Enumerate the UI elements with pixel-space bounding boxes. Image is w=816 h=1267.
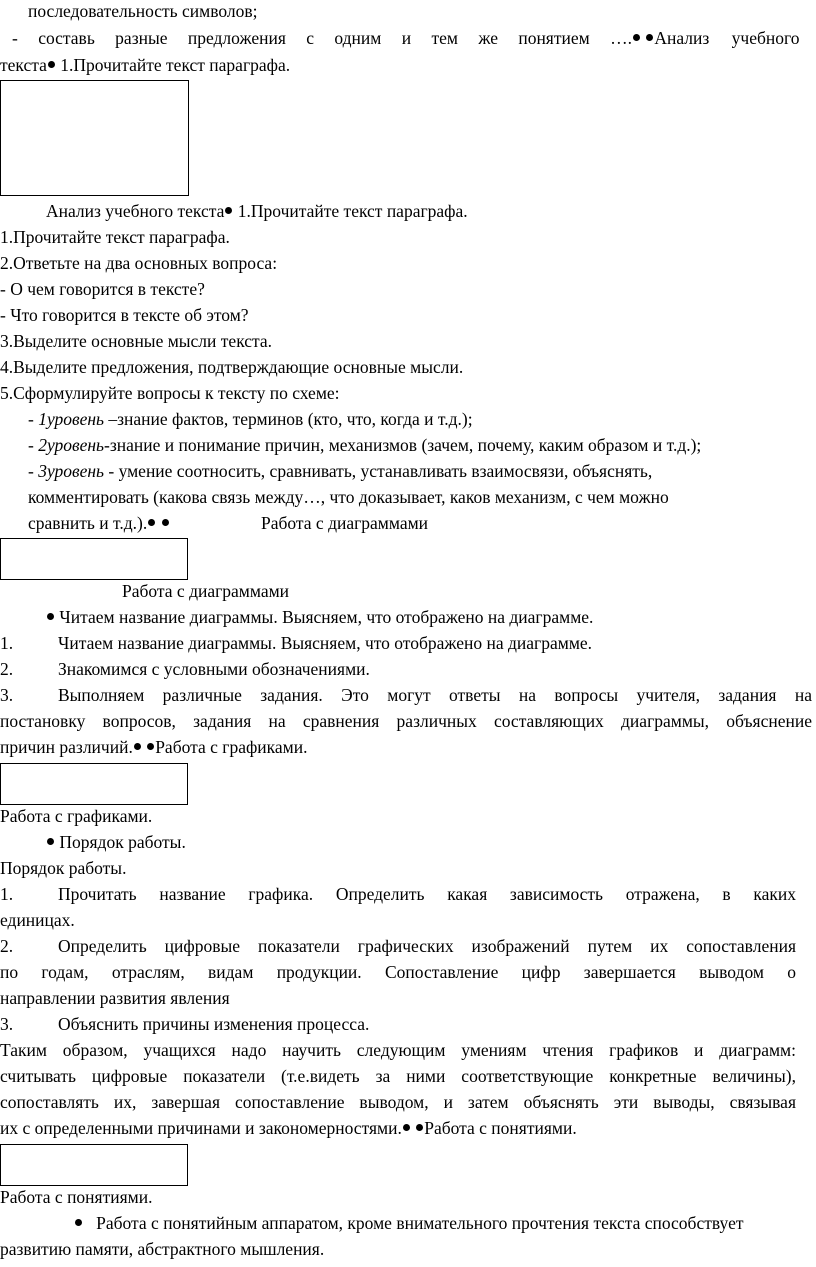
text-span: Работа с понятийным аппаратом, кроме внимательного прочтения текста способствует	[96, 1213, 744, 1233]
text-span: -	[28, 409, 39, 429]
text-line: сопоставлять их, завершая сопоставление выводом, и затем объяснять эти выводы, связывая	[0, 1092, 796, 1112]
list-number: 2.	[0, 936, 14, 956]
text-line	[0, 54, 290, 76]
text-span: Выполняем различные задания. Это могут ответы на вопросы учителя, задания на	[58, 685, 812, 705]
image-placeholder-box	[0, 763, 188, 805]
text-span: - составь разные предложения с одним и тем же понятием ….	[12, 28, 632, 48]
text-line	[74, 1212, 812, 1234]
text-span: Анализ учебного текста	[46, 201, 225, 221]
text-span: Читаем название диаграммы. Выясняем, что отображено на диаграмме.	[59, 607, 594, 627]
text-span: Порядок работы.	[59, 832, 186, 852]
text-line: 4.Выделите предложения, подтверждающие основные мысли.	[0, 357, 464, 377]
numbered-line	[0, 935, 796, 957]
text-line: 2.Ответьте на два основных вопроса:	[0, 253, 278, 273]
text-line: Таким образом, учащихся надо научить следующим умениям чтения графиков и диаграмм:	[0, 1040, 796, 1060]
text-span: текста	[0, 55, 47, 75]
numbered-line	[0, 658, 370, 680]
numbered-line	[0, 1013, 370, 1035]
text-line: - Что говорится в тексте об этом?	[0, 305, 249, 325]
bullet-dot-icon	[75, 1219, 82, 1226]
text-line: 3.Выделите основные мысли текста.	[0, 331, 273, 351]
bullet-dot-icon	[162, 519, 169, 526]
bullet-dot-icon	[633, 34, 640, 41]
text-line: считывать цифровые показатели (т.е.видеть за ними соответствующие конкретные величины),	[0, 1066, 796, 1086]
list-number: 3.	[0, 1014, 14, 1034]
numbered-line	[0, 684, 812, 706]
text-line: 5.Сформулируйте вопросы к тексту по схеме:	[0, 383, 340, 403]
text-line: постановку вопросов, задания на сравнения различных составляющих диаграммы, объяснение	[0, 711, 812, 731]
text-line: Работа с понятиями.	[0, 1187, 153, 1207]
level-label: 1уровень	[38, 409, 104, 429]
image-placeholder-box	[0, 1144, 188, 1186]
text-line: по годам, отраслям, видам продукции. Сопоставление цифр завершается выводом о	[0, 962, 796, 982]
text-span: 1.Прочитайте текст параграфа.	[55, 55, 291, 75]
text-line: направлении развития явления	[0, 988, 230, 1008]
bullet-dot-icon	[225, 207, 232, 214]
text-span: сравнить и т.д.).	[28, 513, 148, 533]
text-line: Порядок работы.	[0, 858, 127, 878]
bullet-dot-icon	[47, 838, 54, 845]
text-line	[28, 512, 170, 534]
list-number: 3.	[0, 685, 14, 705]
list-number: 1.	[0, 884, 14, 904]
text-span: Прочитать название графика. Определить какая зависимость отражена, в каких	[58, 884, 796, 904]
level-label: 3уровень	[38, 461, 104, 481]
list-number: 1.	[0, 633, 14, 653]
text-line: развитию памяти, абстрактного мышления.	[0, 1239, 325, 1259]
text-line	[12, 27, 812, 49]
text-span: Работа с понятиями.	[424, 1118, 577, 1138]
text-span: Анализ учебного	[654, 28, 800, 48]
text-line	[28, 460, 652, 482]
text-line	[28, 408, 473, 430]
image-placeholder-box	[0, 538, 188, 580]
text-line	[46, 606, 593, 628]
text-line: последовательность символов;	[28, 1, 258, 21]
text-line: комментировать (какова связь между…, что доказывает, каков механизм, с чем можно	[28, 487, 669, 507]
text-line: Работа с диаграммами	[122, 581, 290, 601]
image-placeholder-box	[0, 80, 189, 196]
text-line	[0, 736, 308, 758]
bullet-dot-icon	[403, 1124, 410, 1131]
level-label: 2уровень	[38, 435, 104, 455]
numbered-line	[0, 883, 796, 905]
bullet-dot-icon	[47, 613, 54, 620]
text-line: - О чем говорится в тексте?	[0, 279, 205, 299]
text-span: Объяснить причины изменения процесса.	[58, 1014, 370, 1034]
text-span: - умение соотносить, сравнивать, устанавливать взаимосвязи, объяснять,	[104, 461, 653, 481]
text-line	[46, 200, 468, 222]
list-number: 2.	[0, 659, 14, 679]
text-span: их с определенными причинами и закономерностями.	[0, 1118, 402, 1138]
bullet-dot-icon	[147, 743, 154, 750]
text-span: Знакомимся с условными обозначениями.	[58, 659, 370, 679]
text-line	[28, 434, 701, 456]
text-span: Работа с графиками.	[155, 737, 308, 757]
bullet-dot-icon	[416, 1124, 423, 1131]
text-line: 1.Прочитайте текст параграфа.	[0, 227, 230, 247]
text-span: Читаем название диаграммы. Выясняем, что отображено на диаграмме.	[58, 633, 593, 653]
bullet-dot-icon	[646, 34, 653, 41]
text-span: Определить цифровые показатели графических изображений путем их сопоставления	[58, 936, 796, 956]
text-span: 1.Прочитайте текст параграфа.	[233, 201, 468, 221]
text-line: Работа с графиками.	[0, 806, 153, 826]
bullet-dot-icon	[134, 743, 141, 750]
text-line	[46, 831, 186, 853]
text-span: причин различий.	[0, 737, 133, 757]
bullet-dot-icon	[48, 61, 55, 68]
bullet-dot-icon	[148, 519, 155, 526]
text-span: -знание и понимание причин, механизмов (зачем, почему, каким образом и т.д.);	[104, 435, 702, 455]
text-span: -	[28, 461, 39, 481]
text-line: Работа с диаграммами	[261, 513, 429, 533]
text-span: -	[28, 435, 39, 455]
text-line	[0, 1117, 577, 1139]
numbered-line	[0, 632, 593, 654]
text-line: единицах.	[0, 910, 75, 930]
text-span: –знание фактов, терминов (кто, что, когда и т.д.);	[104, 409, 473, 429]
